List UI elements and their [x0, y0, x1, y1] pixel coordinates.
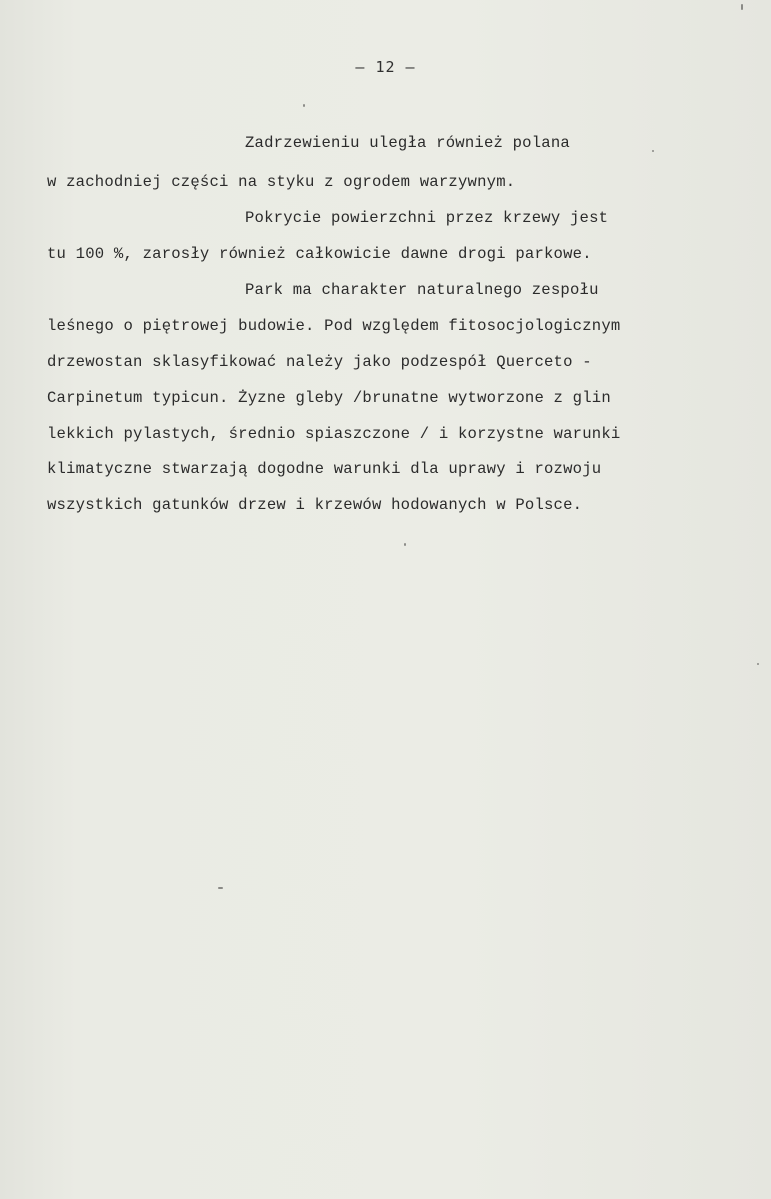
text-line: tu 100 %, zarosły również całkowicie dawne drogi parkowe. — [47, 245, 592, 263]
paper-speck — [218, 887, 223, 889]
paper-speck — [741, 4, 743, 10]
paper-speck — [303, 104, 305, 107]
paper-speck — [652, 150, 654, 152]
paper-speck — [757, 663, 759, 665]
text-line: leśnego o piętrowej budowie. Pod względem fitosocjologicznym — [47, 317, 621, 335]
paper-speck — [404, 543, 406, 546]
text-line: lekkich pylastych, średnio spiaszczone / i korzystne warunki — [47, 425, 621, 443]
text-line: klimatyczne stwarzają dogodne warunki dla uprawy i rozwoju — [47, 460, 602, 478]
text-line: drzewostan sklasyfikować należy jako podzespół Querceto - — [47, 353, 592, 371]
text-line: Pokrycie powierzchni przez krzewy jest — [245, 209, 609, 227]
text-line: Zadrzewieniu uległa również polana — [245, 134, 570, 152]
text-line: Carpinetum typicun. Żyzne gleby /brunatne wytworzone z glin — [47, 389, 611, 407]
text-line: w zachodniej części na styku z ogrodem warzywnym. — [47, 173, 516, 191]
text-line: Park ma charakter naturalnego zespołu — [245, 281, 599, 299]
text-line: wszystkich gatunków drzew i krzewów hodowanych w Polsce. — [47, 496, 583, 514]
page-number: – 12 – — [355, 58, 416, 76]
